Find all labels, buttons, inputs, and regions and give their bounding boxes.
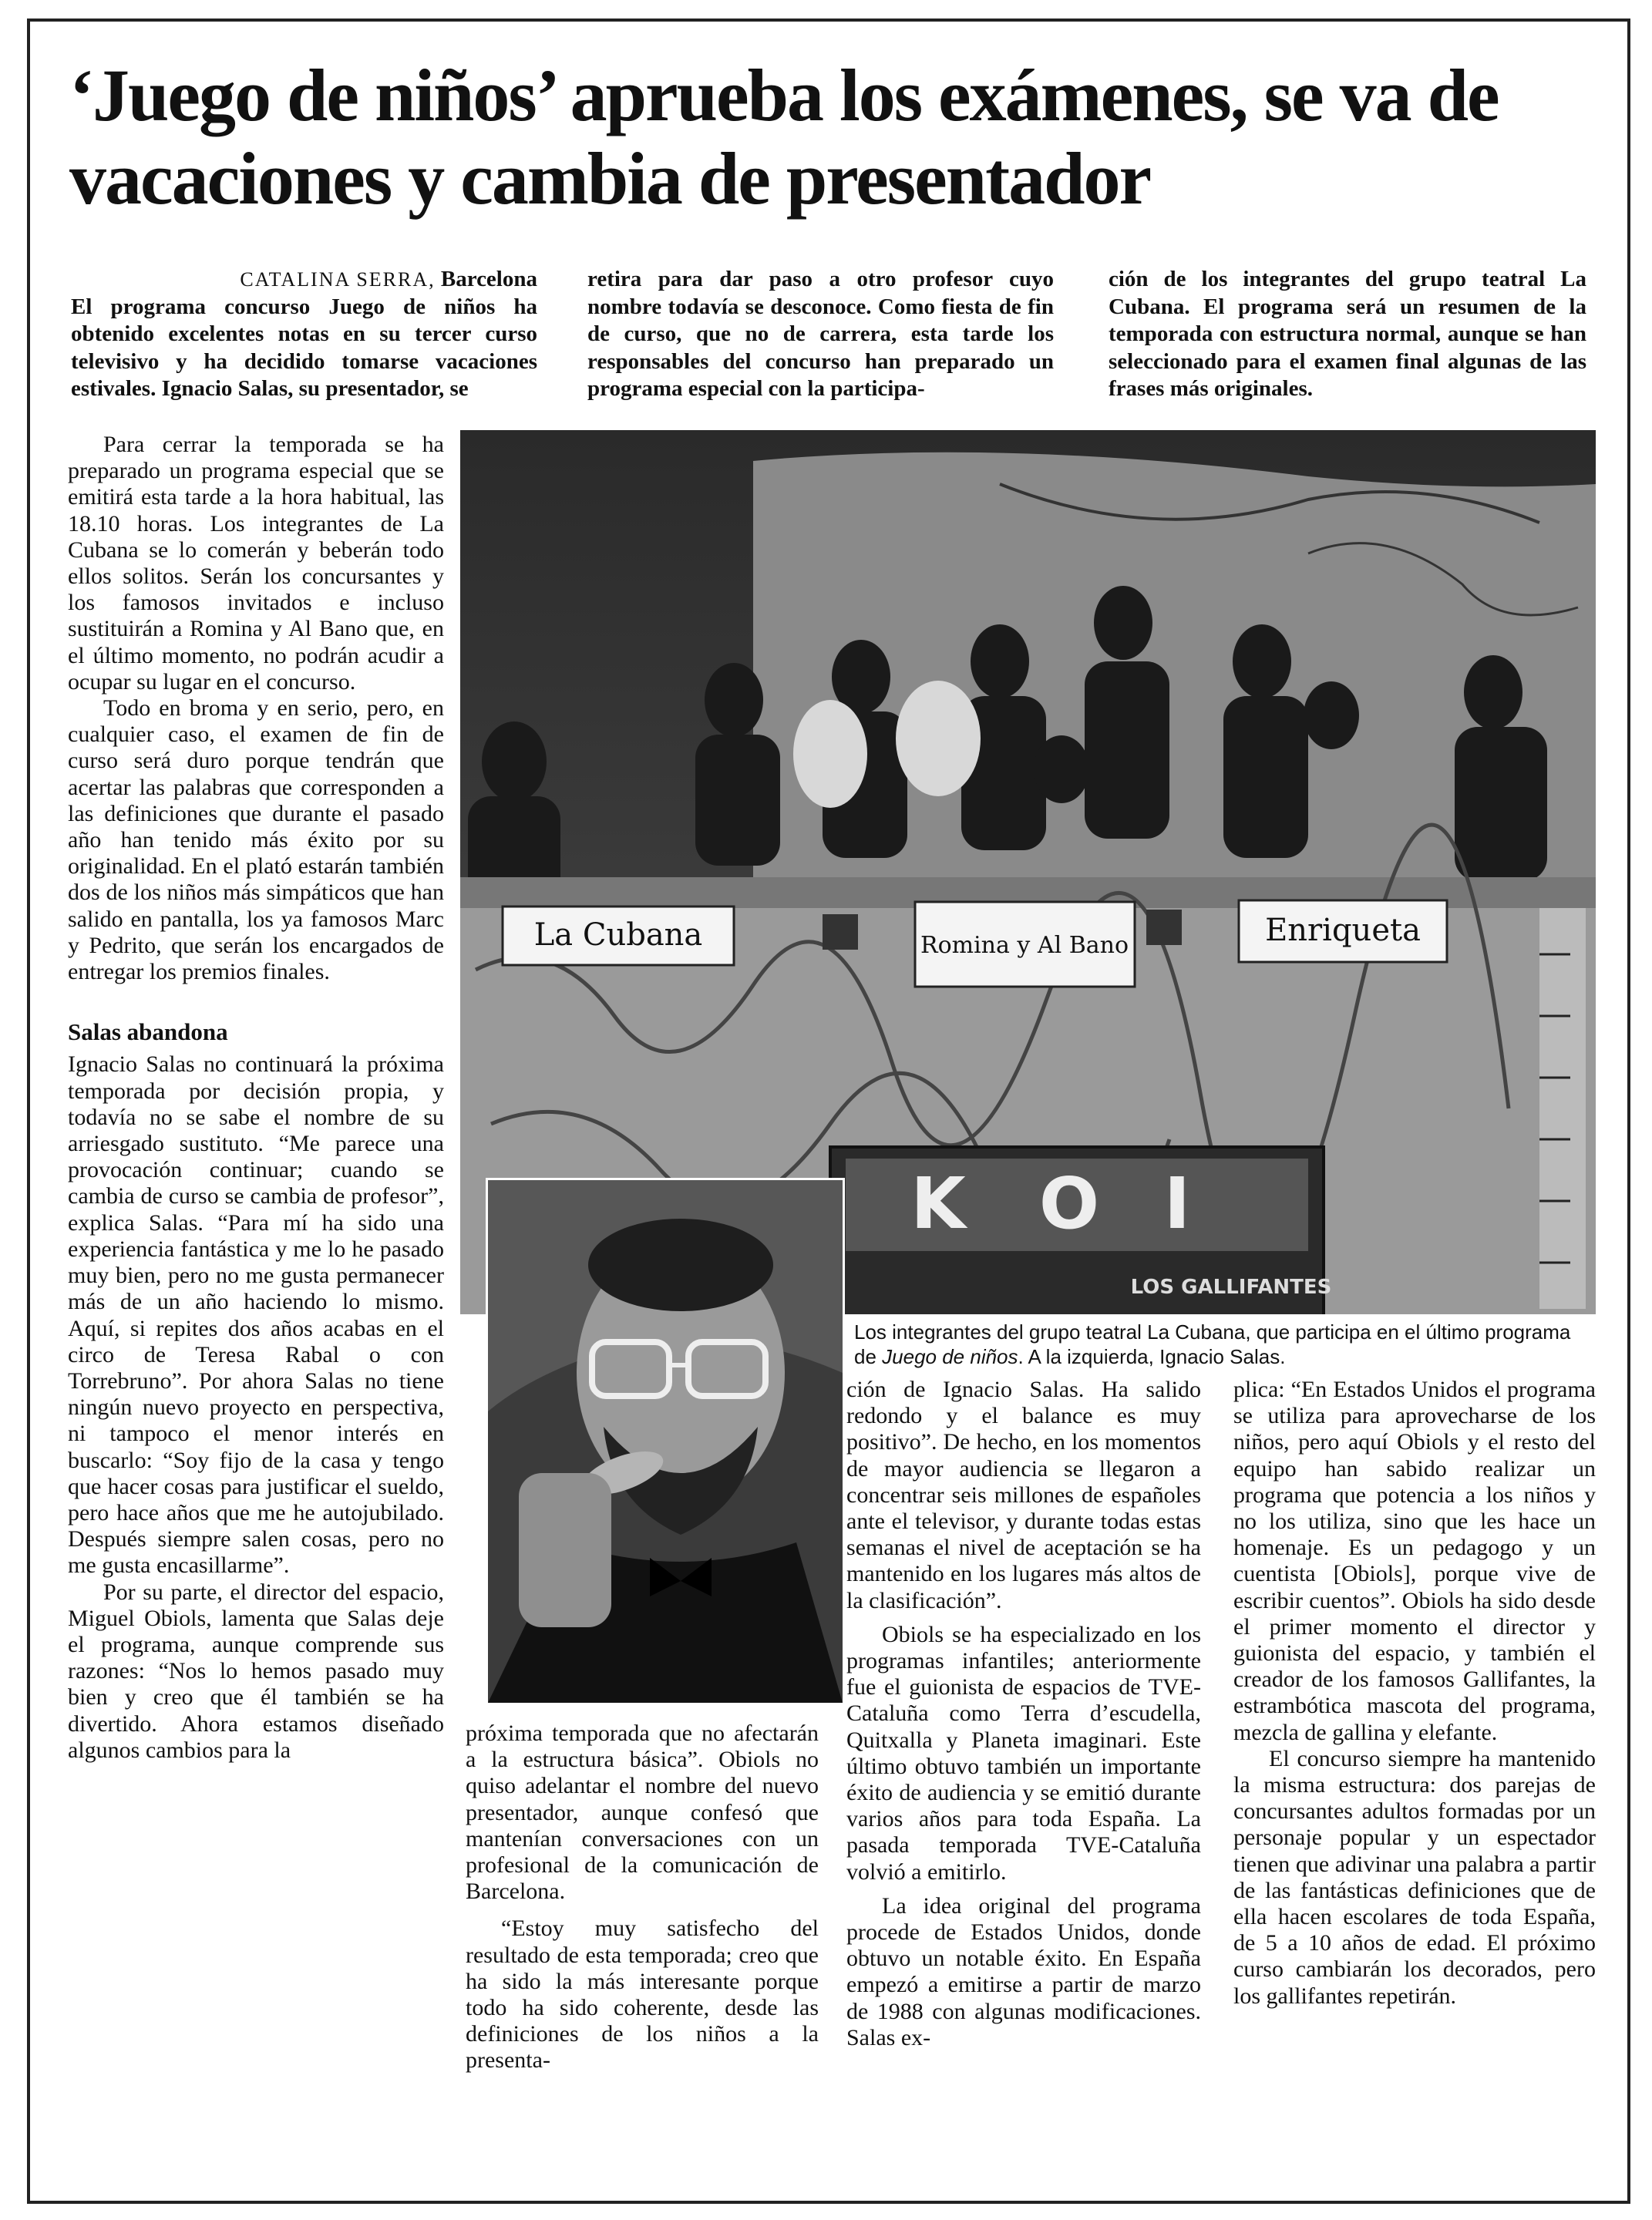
book-letter-k: K [910, 1162, 966, 1245]
byline-location: Barcelona [440, 267, 537, 291]
paragraph: próxima temporada que no afectarán a la estructura básica”. Obiols no quiso adelantar el nombre del nuevo presentador, aunque confesó que mantenían conversaciones con un profesional de la comunicación de Barcelona. [466, 1720, 819, 1905]
book-spine-text: LOS GALLIFANTES [1130, 1276, 1332, 1299]
lede-col-1 [71, 266, 537, 403]
paragraph: Todo en broma y en serio, pero, en cualquier caso, el examen de fin de curso será duro porque tendrán que acertar las palabras que corresponden a las definiciones que durante el pasado año han tenido más éxito por su originalidad. En el plató estarán también dos de los niños más simpáticos que han salido en pantalla, los ya famosos Marc y Pedrito, que serán los encargados de entregar los premios finales. [68, 695, 444, 985]
subheading: Salas abandona [68, 1018, 228, 1046]
sign-la-cubana: La Cubana [533, 917, 703, 953]
paragraph: El concurso siempre ha mantenido la misma estructura: dos parejas de concursantes adultos formadas por un personaje popular y un espectador tienen que adivinar una palabra a partir de las fantásticas definiciones que de ella hacen escolares de toda España, de 5 a 10 años de edad. El próximo curso cambiarán los decorados, pero los gallifantes repetirán. [1233, 1745, 1596, 2009]
body-col-4 [1233, 1377, 1596, 2010]
paragraph: ción de Ignacio Salas. Ha salido redondo y el balance es muy positivo”. De hecho, en los momentos de mayor audiencia se llegaron a concentrar seis millones de españoles ante el televisor, y durante todas estas semanas el nivel de aceptación se ha mantenido en los lugares más altos de la clasificación”. [846, 1377, 1201, 1613]
border-right [1627, 18, 1630, 2204]
lede-text-2: retira para dar paso a otro profesor cuyo nombre todavía se desconoce. Como fiesta de fin de curso, que no de carrera, esta tarde los responsables del concurso han preparado un programa especial con la participa- [587, 267, 1054, 401]
paragraph: Ignacio Salas no continuará la próxima temporada por decisión propia, y todavía no se sabe el nombre de su arriesgado sustituto. “Me parece una provocación continuar; cuando se cambia de curso se cambia de profesor”, explica Salas. “Para mí ha sido una experiencia fantástica y me lo he pasado muy bien, pero no me gusta permanecer más de un año haciendo lo mismo. Aquí, si repites dos años acabas en el circo de Teresa Rabal o con Torrebruno”. Por ahora Salas no tiene ningún nuevo proyecto en perspectiva, ni tampoco el menor interés en buscarlo: “Soy fijo de la casa y tengo que hacer cosas para justificar el sueldo, pero hace años que me he autojubilado. Después siempre salen cosas, pero no me gusta encasillarme”. [68, 1051, 444, 1579]
sign-romina-al-bano: Romina y Al Bano [920, 932, 1129, 959]
byline-author: CATALINA SERRA, [240, 268, 436, 291]
book-letter-i: I [1163, 1162, 1191, 1245]
paragraph: Para cerrar la temporada se ha preparado un programa especial que se emitirá esta tarde a la hora habitual, las 18.10 horas. Los integrantes de La Cubana se lo comerán y beberán todo ellos solitos. Serán los concursantes y los famosos invitados e incluso sustituirán a Romina y Al Bano que, en el último momento, no podrán acudir a ocupar su lugar en el concurso. [68, 432, 444, 695]
body-col-2 [466, 1720, 819, 2074]
paragraph: Por su parte, el director del espacio, Miguel Obiols, lamenta que Salas deje el programa, aunque comprende sus razones: “Nos lo hemos pasado muy bien y creo que él también se ha divertido. Ahora estamos diseñado algunos cambios para la [68, 1579, 444, 1763]
caption-program-title: Juego de niños [882, 1345, 1018, 1368]
body-col-3 [846, 1377, 1201, 2051]
paragraph: “Estoy muy satisfecho del resultado de esta temporada; creo que ha sido la más interesante porque todo ha sido coherente, desde las definiciones de los niños a la presenta- [466, 1916, 819, 2074]
headline: ‘Juego de niños’ aprueba los exámenes, se va de vacaciones y cambia de presentador [69, 54, 1499, 220]
border-bottom [27, 2201, 1630, 2204]
border-left [27, 18, 30, 2204]
lede-text-1: El programa concurso Juego de niños ha obtenido excelentes notas en su tercer curso televisivo y ha decidido tomarse vacaciones estivales. Ignacio Salas, su presentador, se [71, 294, 537, 401]
border-top [27, 18, 1630, 22]
photo-caption: Los integrantes del grupo teatral La Cubana, que participa en el último programa de Juego de niños. A la izquierda, Ignacio Salas. [854, 1320, 1571, 1368]
book-letter-o: O [1038, 1162, 1100, 1245]
paragraph: La idea original del programa procede de Estados Unidos, donde obtuvo un notable éxito. En España empezó a emitirse a partir de marzo de 1988 con algunas modificaciones. Salas ex- [846, 1892, 1201, 2050]
sign-enriqueta: Enriqueta [1265, 913, 1421, 948]
paragraph: Obiols se ha especializado en los programas infantiles; anteriormente fue el guionista de espacios de TVE-Cataluña como Terra d’escudella, Quitxalla y Planeta imaginari. Este último obtuvo también un importante éxito de audiencia y se emitió durante varios años para toda España. La pasada temporada TVE-Cataluña volvió a emitirlo. [846, 1621, 1201, 1885]
paragraph: plica: “En Estados Unidos el programa se utiliza para aprovecharse de los niños, pero aquí Obiols y el resto del equipo han sabido realizar un programa que potencia a los niños y no los utiliza, sino que les hace un homenaje. Es un pedagogo y un cuentista [Obiols], porque vive de escribir cuentos”. Obiols ha sido desde el primer momento el director y guionista del espacio, y también el creador de los famosos Gallifantes, la estrambótica mascota del programa, mezcla de gallina y elefante. [1233, 1377, 1596, 1745]
photo-ignacio-salas [486, 1178, 845, 1705]
byline [71, 266, 537, 294]
lede-text-3: ción de los integrantes del grupo teatral La Cubana. El programa será un resumen de la temporada con estructura normal, aunque se han seleccionado para el examen final algunas de las frases más originales. [1109, 267, 1586, 401]
lede-col-3 [1109, 266, 1586, 403]
lede-col-2 [587, 266, 1054, 403]
body-col-1 [68, 432, 444, 1764]
